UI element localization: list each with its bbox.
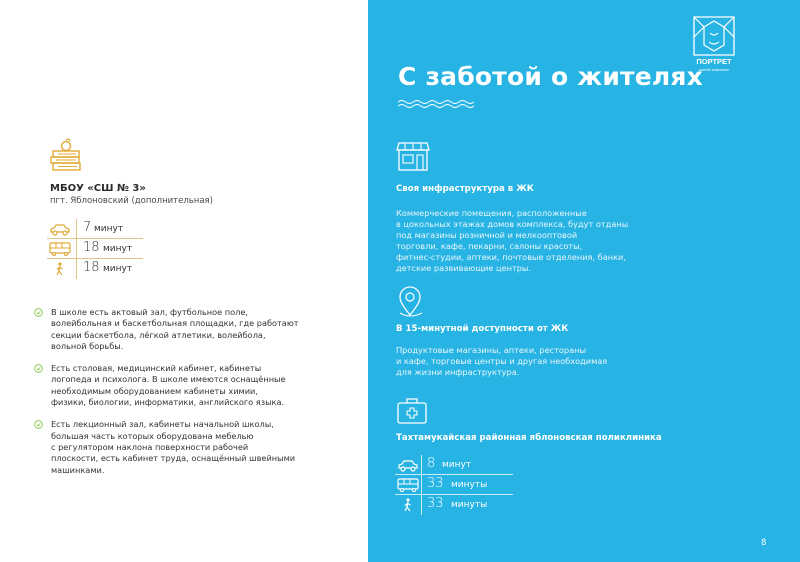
travel-bus-value: 18 <box>83 240 100 255</box>
clinic-heading: Тахтамукайская районная яблоновская поликлиника <box>396 433 662 443</box>
travel-car-value: 8 <box>427 456 436 471</box>
car-icon <box>49 222 71 236</box>
bullet-line: плоскости, есть кабинет труда, оснащённый швейными <box>51 453 296 464</box>
text-line: детские развивающие центры. <box>396 263 531 273</box>
list-item <box>34 307 334 352</box>
check-icon <box>34 308 43 317</box>
accessibility-text <box>396 345 656 378</box>
page-title: С заботой о жителях <box>398 62 703 91</box>
travel-row-car <box>395 455 513 475</box>
bullet-line: физики, биологии, информатики, английского языка. <box>51 397 285 408</box>
infrastructure-text <box>396 208 656 274</box>
bullet-line: логопеда и психолога. В школе имеются оснащённые <box>51 374 286 385</box>
travel-walk-unit: минуты <box>451 500 488 510</box>
accessibility-heading: В 15-минутной доступности от ЖК <box>396 324 569 334</box>
clinic-travel-times <box>395 455 513 515</box>
location-pin-icon <box>396 285 428 319</box>
bullet-line: волейбольная и баскетбольная площадки, где работают <box>51 318 299 329</box>
list-item <box>34 419 334 475</box>
bullet-line: В школе есть актовый зал, футбольное поле, <box>51 307 249 317</box>
text-line: Продуктовые магазины, аптеки, рестораны <box>396 345 586 355</box>
school-address: пгт. Яблоновский (дополнительная) <box>50 196 213 206</box>
travel-row-car <box>47 219 143 239</box>
bus-icon <box>49 242 71 256</box>
travel-row-walk <box>47 259 143 279</box>
page-number: 8 <box>761 538 767 548</box>
travel-walk-value: 33 <box>427 496 444 511</box>
right-page <box>368 0 800 562</box>
left-page <box>0 0 368 562</box>
storefront-icon <box>396 140 430 172</box>
car-icon <box>397 458 419 472</box>
bullet-line: секции баскетбола, лёгкой атлетики, волейбола, <box>51 329 266 340</box>
travel-row-bus <box>47 239 143 259</box>
text-line: и кафе, торговые центры и другая необходимая <box>396 356 608 366</box>
text-line: фитнес-студии, аптеки, почтовые отделения, банки, <box>396 252 626 262</box>
bullet-line: необходимым оборудованием кабинеты химии, <box>51 385 258 396</box>
school-features-list <box>34 307 334 487</box>
logo-subtext: жилой комплекс <box>698 67 730 72</box>
bullet-line: с регулятором наклона поверхности рабочей <box>51 441 249 452</box>
travel-bus-unit: минут <box>103 244 133 254</box>
travel-walk-unit: минут <box>103 264 133 274</box>
medical-kit-icon <box>396 397 428 425</box>
bus-icon <box>397 478 419 492</box>
bullet-line: Есть лекционный зал, кабинеты начальной школы, <box>51 419 274 430</box>
walking-icon <box>397 498 419 512</box>
books-apple-icon <box>50 138 82 172</box>
travel-row-walk <box>395 495 513 515</box>
wave-decoration <box>398 100 474 108</box>
text-line: под магазины розничной и мелкооптовой <box>396 230 578 240</box>
text-line: Коммерческие помещения, расположенные <box>396 208 587 218</box>
school-name: МБОУ «СШ № 3» <box>50 183 146 194</box>
school-travel-times <box>47 219 143 279</box>
check-icon <box>34 420 43 429</box>
list-item <box>34 363 334 408</box>
text-line: в цокольных этажах домов комплекса, будут отданы <box>396 219 629 229</box>
travel-bus-value: 33 <box>427 476 444 491</box>
check-icon <box>34 364 43 373</box>
text-line: для жизни инфраструктура. <box>396 367 520 377</box>
bullet-line: машинками. <box>51 464 105 475</box>
infrastructure-heading: Своя инфраструктура в ЖК <box>396 184 534 194</box>
travel-walk-value: 18 <box>83 260 100 275</box>
text-line: торговли, кафе, пекарни, салоны красоты, <box>396 241 583 251</box>
walking-icon <box>49 262 71 276</box>
travel-car-unit: минут <box>442 460 472 470</box>
bullet-line: вольной борьбы. <box>51 340 124 351</box>
bullet-line: большая часть которых оборудована мебелью <box>51 430 254 441</box>
travel-car-value: 7 <box>83 220 92 235</box>
bullet-line: Есть столовая, медицинский кабинет, кабинеты <box>51 363 262 374</box>
travel-bus-unit: минуты <box>451 480 488 490</box>
travel-row-bus <box>395 475 513 495</box>
logo-text: ПОРТРЕТ <box>696 57 732 66</box>
travel-car-unit: минут <box>94 224 124 234</box>
